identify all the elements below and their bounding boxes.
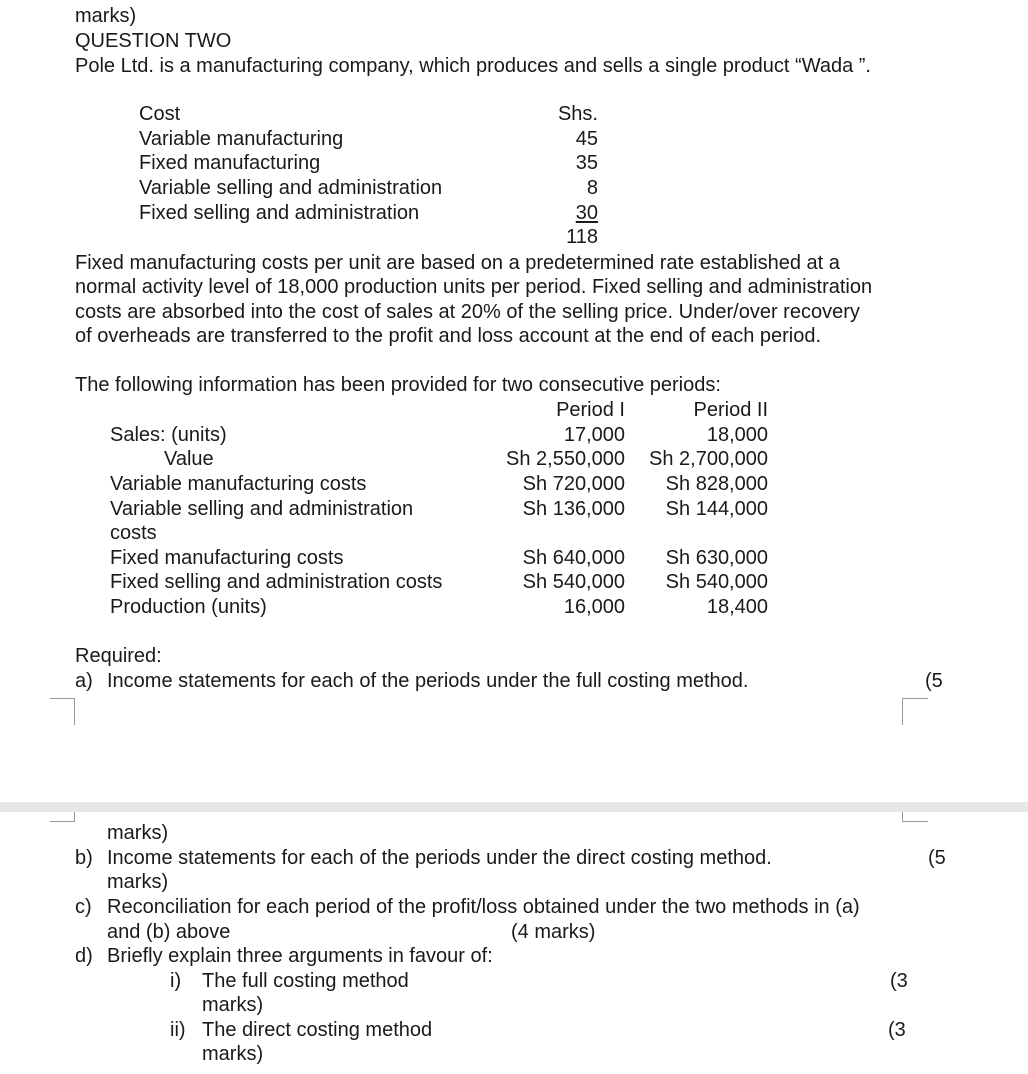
periods-row-label: Variable selling and administration [110, 498, 414, 520]
periods-row-p2: Sh 2,700,000 [649, 448, 768, 470]
periods-row-p1: Sh 136,000 [522, 498, 625, 520]
cost-row-label: Variable manufacturing [139, 128, 344, 150]
cost-row-value: 35 [575, 152, 598, 174]
required-d-ii-marker: ii) [170, 1019, 186, 1041]
partial-marks-top: marks) [75, 5, 137, 27]
crop-mark [902, 698, 928, 725]
paragraph-line: of overheads are transferred to the profit and loss account at the end of each period. [75, 325, 822, 347]
periods-row-p2: 18,400 [706, 596, 768, 618]
question-title: QUESTION TWO [75, 30, 232, 52]
page-break [0, 802, 1028, 812]
periods-row-p1: Sh 2,550,000 [506, 448, 625, 470]
periods-row-p2: 18,000 [706, 424, 768, 446]
required-a-marks: (5 [925, 670, 943, 692]
cost-row-value: 45 [575, 128, 598, 150]
periods-row-p2: Sh 540,000 [665, 571, 768, 593]
period-2-header: Period II [693, 399, 768, 421]
crop-mark [902, 812, 928, 822]
periods-row-label: Variable manufacturing costs [110, 473, 367, 495]
periods-row-label: Value [164, 448, 214, 470]
required-b-marks: (5 [928, 847, 946, 869]
required-d-text: Briefly explain three arguments in favour of: [107, 945, 493, 967]
required-d-i-marker: i) [170, 970, 182, 992]
required-d-ii-marks: (3 [888, 1019, 906, 1041]
required-heading: Required: [75, 645, 162, 667]
periods-row-p1: Sh 720,000 [522, 473, 625, 495]
required-d-i-marks-cont: marks) [202, 994, 264, 1016]
crop-mark [50, 812, 75, 822]
paragraph-line: Fixed manufacturing costs per unit are based on a predetermined rate established at a [75, 252, 840, 274]
periods-row-label: Fixed selling and administration costs [110, 571, 443, 593]
required-d-i-text: The full costing method [202, 970, 409, 992]
cost-row-label: Fixed selling and administration [139, 202, 420, 224]
periods-row-p1: 17,000 [563, 424, 625, 446]
periods-row-p1: 16,000 [563, 596, 625, 618]
periods-row-p1: Sh 640,000 [522, 547, 625, 569]
paragraph-line: costs are absorbed into the cost of sales at 20% of the selling price. Under/over recovery [75, 301, 860, 323]
required-a-text: Income statements for each of the periods under the full costing method. [107, 670, 749, 692]
required-c-marker: c) [75, 896, 92, 918]
cost-header-label: Cost [139, 103, 181, 125]
required-a-marks-cont: marks) [107, 822, 169, 844]
periods-row-p2: Sh 630,000 [665, 547, 768, 569]
periods-row-p2: Sh 144,000 [665, 498, 768, 520]
required-c-text: Reconciliation for each period of the profit/loss obtained under the two methods in (a) [107, 896, 860, 918]
cost-row-label: Variable selling and administration [139, 177, 443, 199]
cost-total: 118 [566, 226, 598, 248]
required-d-marker: d) [75, 945, 93, 967]
required-b-text: Income statements for each of the periods under the direct costing method. [107, 847, 772, 869]
required-b-marks-cont: marks) [107, 871, 169, 893]
crop-mark [50, 698, 75, 725]
question-intro: Pole Ltd. is a manufacturing company, which produces and sells a single product “Wada ”. [75, 55, 871, 77]
required-b-marker: b) [75, 847, 93, 869]
periods-row-p2: Sh 828,000 [665, 473, 768, 495]
periods-row-label: Production (units) [110, 596, 267, 618]
periods-row-label: Sales: (units) [110, 424, 227, 446]
periods-intro: The following information has been provided for two consecutive periods: [75, 374, 721, 396]
required-a-marker: a) [75, 670, 93, 692]
cost-row-label: Fixed manufacturing [139, 152, 321, 174]
cost-row-value: 8 [586, 177, 598, 199]
periods-row-p1: Sh 540,000 [522, 571, 625, 593]
cost-header-value: Shs. [557, 103, 598, 125]
periods-row-label: costs [110, 522, 157, 544]
paragraph-line: normal activity level of 18,000 production units per period. Fixed selling and administration [75, 276, 873, 298]
required-d-ii-marks-cont: marks) [202, 1043, 264, 1065]
required-d-i-marks: (3 [890, 970, 908, 992]
required-c-marks: (4 marks) [511, 921, 596, 943]
cost-row-value-underlined: 30 [575, 202, 598, 224]
required-d-ii-text: The direct costing method [202, 1019, 433, 1041]
periods-row-label: Fixed manufacturing costs [110, 547, 344, 569]
period-1-header: Period I [556, 399, 625, 421]
required-c-text-cont: and (b) above [107, 921, 231, 943]
